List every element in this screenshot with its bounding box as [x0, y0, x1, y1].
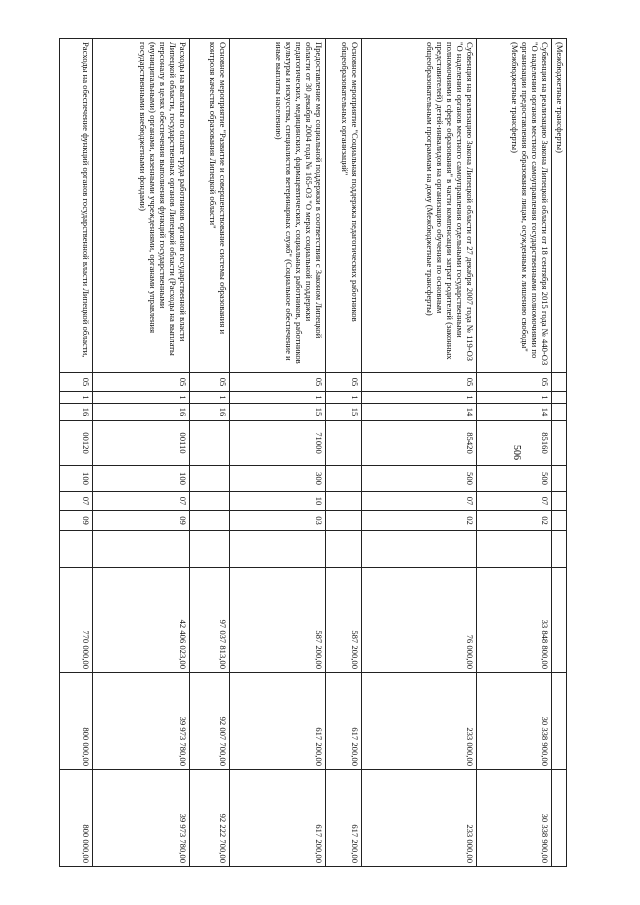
program-code: 05: [93, 373, 190, 392]
row-description: Расходы на выплаты по оплате труда работников органов государственной власти Липецкой области, государственных органов Липецкой области (Расходы на выплаты персоналу в целях обеспечения выполнения функций государственными (муниципальными) органами, казенными учреждениями, органами управления государственными внебюджетными фондами): [93, 39, 190, 373]
amount-year-2: 39 973 780,00: [93, 673, 190, 770]
amount-year-3: 617 200,00: [230, 770, 326, 867]
extra-code: [190, 531, 230, 568]
program-code: [552, 373, 567, 392]
amount-year-3: 30 338 900,00: [477, 770, 552, 867]
direction-code: [326, 421, 362, 466]
amount-year-2: 617 200,00: [230, 673, 326, 770]
table-row: [230, 39, 326, 867]
amount-year-1: 33 848 800,00: [477, 568, 552, 673]
subprogram-code: 1: [190, 392, 230, 404]
subprogram-code: 1: [93, 392, 190, 404]
subprogram-code: 1: [230, 392, 326, 404]
table-row: [477, 39, 552, 867]
subprogram-code: 1: [362, 392, 477, 404]
expense-type-code: [326, 466, 362, 492]
section-code: [552, 492, 567, 511]
table-row: [60, 39, 93, 867]
amount-year-1: 587 200,00: [230, 568, 326, 673]
event-code: 15: [326, 404, 362, 421]
amount-year-2: 800 000,00: [60, 673, 93, 770]
row-description: Субвенция на реализацию Закона Липецкой области от 27 декабря 2007 года № 119-ОЗ "О наделении органов местного самоуправления отдельными государственными полномочиями в сфере образования" в части компенсации затрат родителей (законных представителей) детей-инвалидов на организацию обучения по основным общеобразовательным программам на дому (Межбюджетные трансферты): [362, 39, 477, 373]
program-code: 05: [190, 373, 230, 392]
table-row: [93, 39, 190, 867]
event-code: 14: [362, 404, 477, 421]
row-description: (Межбюджетные трансферты): [552, 39, 567, 373]
amount-year-1: 770 000,00: [60, 568, 93, 673]
section-code: [190, 492, 230, 511]
direction-code: [190, 421, 230, 466]
expense-type-code: 100: [60, 466, 93, 492]
amount-year-3: 617 200,00: [326, 770, 362, 867]
section-code: 07: [93, 492, 190, 511]
row-description: Основное мероприятие "Развитие и совершенствование системы образования и контроля качества образования Липецкой области": [190, 39, 230, 373]
amount-year-1: 587 200,00: [326, 568, 362, 673]
direction-code: [552, 421, 567, 466]
table-row: [190, 39, 230, 867]
amount-year-2: 30 338 900,00: [477, 673, 552, 770]
subsection-code: [326, 511, 362, 531]
event-code: 15: [230, 404, 326, 421]
subsection-code: [190, 511, 230, 531]
subsection-code: 03: [230, 511, 326, 531]
row-description: Субвенция на реализацию Закона Липецкой области от 18 сентября 2015 года № 440-ОЗ "О наделении органов местного самоуправления государственными полномочиями по организации предоставления образования лицам, осужденным к лишению свободы" (Межбюджетные трансферты): [477, 39, 552, 373]
expense-type-code: 100: [93, 466, 190, 492]
expense-type-code: 500: [362, 466, 477, 492]
page-number: 506: [511, 445, 522, 460]
amount-year-2: 92 007 700,00: [190, 673, 230, 770]
section-code: 10: [230, 492, 326, 511]
amount-year-1: 97 037 813,00: [190, 568, 230, 673]
extra-code: [477, 531, 552, 568]
extra-code: [362, 531, 477, 568]
subprogram-code: 1: [60, 392, 93, 404]
expense-type-code: [190, 466, 230, 492]
extra-code: [552, 531, 567, 568]
row-description: Расходы на обеспечение функций органов государственной власти Липецкой области,: [60, 39, 93, 373]
amount-year-2: 617 200,00: [326, 673, 362, 770]
section-code: 07: [60, 492, 93, 511]
amount-year-1: 76 000,00: [362, 568, 477, 673]
section-code: 07: [477, 492, 552, 511]
event-code: [552, 404, 567, 421]
event-code: 16: [93, 404, 190, 421]
extra-code: [60, 531, 93, 568]
program-code: 05: [477, 373, 552, 392]
subprogram-code: 1: [477, 392, 552, 404]
direction-code: 00120: [60, 421, 93, 466]
amount-year-3: 800 000,00: [60, 770, 93, 867]
program-code: 05: [230, 373, 326, 392]
direction-code: 85420: [362, 421, 477, 466]
row-description: Основное мероприятие "Социальная поддержка педагогических работников общеобразовательных организаций": [326, 39, 362, 373]
row-description: Предоставление мер социальной поддержки в соответствии с Законом Липецкой области от 30 декабря 2004 года № 165-ОЗ "О мерах социальной поддержки педагогических, медицинских, фармацевтических, социальных работников, работников культуры и искусства, специалистов ветеринарных служб" (Социальное обеспечение и иные выплаты населению): [230, 39, 326, 373]
extra-code: [93, 531, 190, 568]
table-row: [552, 39, 567, 867]
amount-year-2: [552, 673, 567, 770]
expense-type-code: 500: [477, 466, 552, 492]
expense-type-code: [552, 466, 567, 492]
amount-year-3: [552, 770, 567, 867]
subprogram-code: 1: [326, 392, 362, 404]
event-code: 14: [477, 404, 552, 421]
subsection-code: 02: [477, 511, 552, 531]
program-code: 05: [326, 373, 362, 392]
direction-code: 00110: [93, 421, 190, 466]
budget-table: [59, 38, 567, 867]
program-code: 05: [60, 373, 93, 392]
subsection-code: 09: [93, 511, 190, 531]
amount-year-3: 39 973 780,00: [93, 770, 190, 867]
subsection-code: [552, 511, 567, 531]
program-code: 05: [362, 373, 477, 392]
amount-year-3: 92 222 700,00: [190, 770, 230, 867]
amount-year-2: 233 000,00: [362, 673, 477, 770]
extra-code: [326, 531, 362, 568]
amount-year-1: 42 406 023,00: [93, 568, 190, 673]
expense-type-code: 300: [230, 466, 326, 492]
subprogram-code: [552, 392, 567, 404]
section-code: [326, 492, 362, 511]
event-code: 16: [190, 404, 230, 421]
direction-code: 85160: [477, 421, 552, 466]
extra-code: [230, 531, 326, 568]
table-row: [362, 39, 477, 867]
direction-code: 71000: [230, 421, 326, 466]
amount-year-1: [552, 568, 567, 673]
subsection-code: 02: [362, 511, 477, 531]
section-code: 07: [362, 492, 477, 511]
amount-year-3: 233 000,00: [362, 770, 477, 867]
rotated-page-content: [61, 38, 567, 866]
event-code: 16: [60, 404, 93, 421]
table-row: [326, 39, 362, 867]
subsection-code: 09: [60, 511, 93, 531]
